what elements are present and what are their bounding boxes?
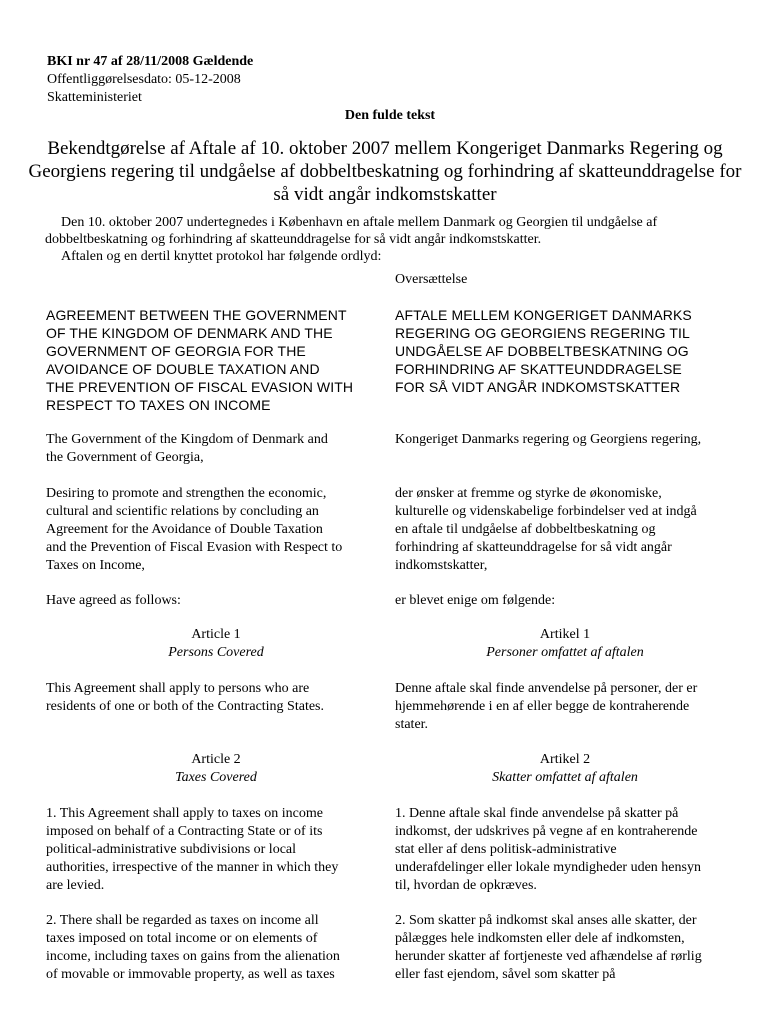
right-line: en aftale til undgåelse af dobbeltbeskatning og [395, 522, 656, 537]
intro-line: Aftalen og en dertil knyttet protokol har følgende ordlyd: [61, 249, 382, 264]
left-line: of movable or immovable property, as well as taxes [46, 967, 335, 982]
left-heading-line: THE PREVENTION OF FISCAL EVASION WITH [46, 379, 354, 395]
left-line: This Agreement shall apply to persons who are [46, 681, 310, 696]
article-number: Artikel 1 [539, 627, 591, 642]
right-heading-line: AFTALE MELLEM KONGERIGET DANMARKS [395, 307, 692, 323]
right-line: stat eller af dens politisk-administrative [395, 842, 617, 857]
right-paragraph [395, 805, 723, 895]
intro-line: dobbeltbeskatning og forhindring af skatteunddragelse for så vidt angår indkomstskatter. [45, 232, 542, 247]
right-line: pålægges hele indkomsten eller dele af indkomsten, [395, 931, 685, 946]
left-article-2-heading [46, 751, 386, 787]
left-heading-line: GOVERNMENT OF GEORGIA FOR THE [46, 343, 306, 359]
right-line: forhindring af skatteunddragelse for så vidt angår [395, 540, 672, 555]
ministry-name: Skatteministeriet [47, 90, 142, 105]
left-line: imposed on behalf of a Contracting State or of its [46, 824, 323, 839]
left-paragraph [46, 485, 386, 575]
translation-label: Oversættelse [395, 272, 468, 287]
left-line: 2. There shall be regarded as taxes on income all [46, 913, 319, 928]
left-line: residents of one or both of the Contracting States. [46, 699, 324, 714]
left-line: political-administrative subdivisions or local [46, 842, 297, 857]
article-number: Article 2 [191, 752, 241, 767]
right-line: Denne aftale skal finde anvendelse på personer, der er [395, 681, 698, 696]
publication-date: Offentliggørelsesdato: 05-12-2008 [47, 72, 241, 87]
right-article-1-heading [395, 626, 735, 662]
right-line: Kongeriget Danmarks regering og Georgiens regering, [395, 432, 702, 447]
intro-block [45, 214, 735, 265]
right-heading [395, 306, 723, 396]
left-heading-line: AGREEMENT BETWEEN THE GOVERNMENT [46, 307, 347, 323]
right-paragraph [395, 592, 723, 610]
right-line: der ønsker at fremme og styrke de økonomiske, [395, 486, 662, 501]
left-line: and the Prevention of Fiscal Evasion with Respect to [46, 540, 343, 555]
article-title: Personer omfattet af aftalen [486, 645, 644, 660]
article-number: Artikel 2 [539, 752, 591, 767]
left-paragraph [46, 592, 386, 610]
left-heading-line: OF THE KINGDOM OF DENMARK AND THE [46, 325, 333, 341]
intro-line: Den 10. oktober 2007 undertegnedes i København en aftale mellem Danmark og Georgien til undgåelse af [61, 215, 658, 230]
left-line: Desiring to promote and strengthen the economic, [46, 486, 327, 501]
right-paragraph [395, 431, 723, 449]
article-title: Skatter omfattet af aftalen [492, 770, 638, 785]
left-paragraph [46, 680, 386, 716]
left-heading [46, 306, 386, 414]
left-line: cultural and scientific relations by concluding an [46, 504, 319, 519]
right-heading-line: REGERING OG GEORGIENS REGERING TIL [395, 325, 690, 341]
right-paragraph [395, 912, 723, 984]
right-line: herunder skatter af fortjeneste ved afhændelse af rørlig [395, 949, 702, 964]
right-line: indkomst, der udskrives på vegne af en kontraherende [395, 824, 698, 839]
right-line: underafdelinger eller lokale myndigheder uden hensyn [395, 860, 701, 875]
left-line: Taxes on Income, [46, 558, 145, 573]
right-heading-line: FOR SÅ VIDT ANGÅR INDKOMSTSKATTER [395, 379, 681, 395]
left-paragraph [46, 912, 386, 984]
right-line: hjemmehørende i en af eller begge de kontraherende [395, 699, 690, 714]
right-line: indkomstskatter, [395, 558, 488, 573]
article-number: Article 1 [191, 627, 241, 642]
article-title: Persons Covered [168, 645, 264, 660]
left-heading-line: RESPECT TO TAXES ON INCOME [46, 397, 271, 413]
left-line: The Government of the Kingdom of Denmark and [46, 432, 328, 447]
article-title: Taxes Covered [175, 770, 257, 785]
left-paragraph [46, 805, 386, 895]
right-line: kulturelle og videnskabelige forbindelser ved at indgå [395, 504, 697, 519]
left-line: authorities, irrespective of the manner in which they [46, 860, 339, 875]
right-paragraph [395, 680, 723, 734]
section-label: Den fulde tekst [344, 108, 436, 123]
right-line: 1. Denne aftale skal finde anvendelse på skatter på [395, 806, 679, 821]
right-heading-line: FORHINDRING AF SKATTEUNDDRAGELSE [395, 361, 682, 377]
right-line: 2. Som skatter på indkomst skal anses alle skatter, der [395, 913, 697, 928]
left-line: Have agreed as follows: [46, 593, 181, 608]
left-line: income, including taxes on gains from the alienation [46, 949, 340, 964]
left-line: taxes imposed on total income or on elements of [46, 931, 318, 946]
left-line: are levied. [46, 878, 105, 893]
document-reference: BKI nr 47 af 28/11/2008 Gældende [47, 54, 254, 69]
right-heading-line: UNDGÅELSE AF DOBBELTBESKATNING OG [395, 343, 689, 359]
left-paragraph [46, 431, 386, 467]
left-heading-line: AVOIDANCE OF DOUBLE TAXATION AND [46, 361, 320, 377]
right-paragraph [395, 485, 723, 575]
right-line: er blevet enige om følgende: [395, 593, 556, 608]
right-line: til, hvordan de opkræves. [395, 878, 537, 893]
left-line: Agreement for the Avoidance of Double Taxation [46, 522, 323, 537]
left-line: 1. This Agreement shall apply to taxes on income [46, 806, 323, 821]
right-article-2-heading [395, 751, 735, 787]
right-line: eller fast ejendom, såvel som skatter på [395, 967, 616, 982]
left-line: the Government of Georgia, [46, 450, 204, 465]
left-article-1-heading [46, 626, 386, 662]
document-title: Bekendtgørelse af Aftale af 10. oktober 2007 mellem Kongeriget Danmarks Regering og Georgiens regering til undgåelse af dobbeltbeskatning og forhindring af skatteunddragelse for så vidt angår indkomstskatter [28, 138, 742, 205]
right-line: stater. [395, 717, 429, 732]
